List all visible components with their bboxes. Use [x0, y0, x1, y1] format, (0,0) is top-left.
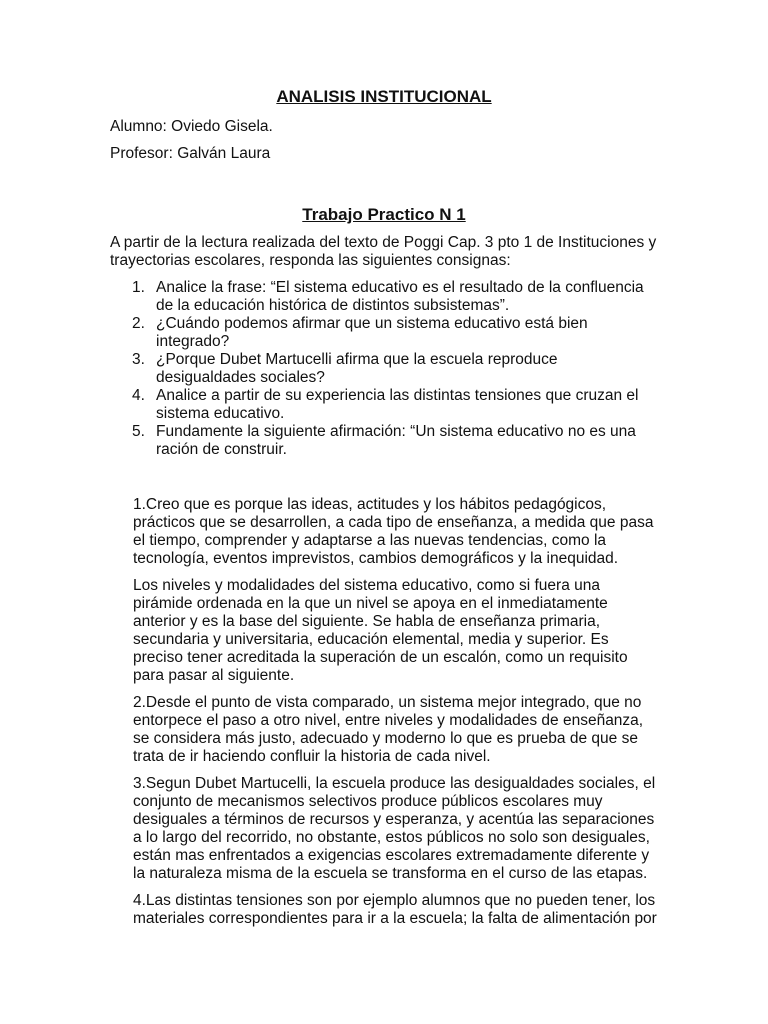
question-number: 3. [132, 351, 145, 368]
answer-line: conjunto de mecanismos selectivos produce públicos escolares muy [133, 793, 603, 810]
question-item [110, 351, 670, 387]
assignment-title: Trabajo Practico N 1 [302, 205, 466, 224]
answer-line: prácticos que se desarrollen, a cada tipo de enseñanza, a medida que pasa [133, 514, 654, 531]
answer-line: preciso tener acreditada la superación de un escalón, como un requisito [133, 649, 628, 666]
teacher-name: Profesor: Galván Laura [110, 145, 271, 162]
question-item [110, 279, 670, 315]
answer-line: la naturaleza misma de la escuela se transforma en el curso de las etapas. [133, 865, 648, 882]
student-name: Alumno: Oviedo Gisela. [110, 118, 273, 135]
answer-line: tecnología, eventos imprevistos, cambios demográficos y la inequidad. [133, 550, 619, 567]
answer-line: el tiempo, comprender y adaptarse a las nuevas tendencias, como la [133, 532, 607, 549]
intro-line: trayectorias escolares, responda las siguientes consignas: [110, 252, 511, 269]
question-number: 1. [132, 279, 145, 296]
answer-paragraph [133, 892, 693, 928]
intro-line: A partir de la lectura realizada del texto de Poggi Cap. 3 pto 1 de Instituciones y [110, 234, 657, 251]
answer-line: entorpece el paso a otro nivel, entre niveles y modalidades de enseñanza, [133, 712, 644, 729]
answer-line: pirámide ordenada en la que un nivel se apoya en el inmediatamente [133, 595, 608, 612]
answer-line: 2.Desde el punto de vista comparado, un sistema mejor integrado, que no [133, 694, 642, 711]
answer-paragraph [133, 694, 693, 766]
answer-line: para pasar al siguiente. [133, 667, 295, 684]
answer-line: 1.Creo que es porque las ideas, actitudes y los hábitos pedagógicos, [133, 496, 607, 513]
answer-line: están mas enfrentados a exigencias escolares extremadamente diferente y [133, 847, 650, 864]
answer-line: 3.Segun Dubet Martucelli, la escuela produce las desigualdades sociales, el [133, 775, 656, 792]
answer-line: anterior y es la base del siguiente. Se habla de enseñanza primaria, [133, 613, 601, 630]
answer-paragraph [133, 775, 693, 883]
answer-line: materiales correspondientes para ir a la escuela; la falta de alimentación por [133, 910, 657, 927]
question-number: 2. [132, 315, 145, 332]
document-title: ANALISIS INSTITUCIONAL [276, 87, 492, 106]
question-line: ración de construir. [156, 441, 287, 458]
question-number: 5. [132, 423, 145, 440]
question-line: Analice la frase: “El sistema educativo es el resultado de la confluencia [156, 279, 644, 296]
answer-line: se considera más justo, adecuado y moderno lo que es prueba de que se [133, 730, 638, 747]
question-item [110, 423, 670, 459]
answer-line: secundaria y universitaria, educación elemental, media y superior. Es [133, 631, 609, 648]
question-line: ¿Cuándo podemos afirmar que un sistema educativo está bien [156, 315, 588, 332]
answer-line: trata de ir haciendo confluir la historia de cada nivel. [133, 748, 491, 765]
question-line: ¿Porque Dubet Martucelli afirma que la escuela reproduce [156, 351, 558, 368]
question-line: Analice a partir de su experiencia las distintas tensiones que cruzan el [156, 387, 639, 404]
answer-line: a lo largo del recorrido, no obstante, estos públicos no solo son desiguales, [133, 829, 650, 846]
question-line: sistema educativo. [156, 405, 285, 422]
answer-paragraph [133, 577, 693, 685]
answer-paragraph [133, 496, 693, 568]
question-line: desigualdades sociales? [156, 369, 325, 386]
answer-line: 4.Las distintas tensiones son por ejemplo alumnos que no pueden tener, los [133, 892, 656, 909]
question-line: Fundamente la siguiente afirmación: “Un sistema educativo no es una [156, 423, 636, 440]
answer-line: desiguales a términos de recursos y esperanza, y acentúa las separaciones [133, 811, 655, 828]
questions-list [110, 279, 670, 459]
question-line: integrado? [156, 333, 230, 350]
question-item [110, 315, 670, 351]
answer-line: Los niveles y modalidades del sistema educativo, como si fuera una [133, 577, 600, 594]
question-line: de la educación histórica de distintos subsistemas”. [156, 297, 510, 314]
answers-section [133, 496, 693, 937]
question-item [110, 387, 670, 423]
question-number: 4. [132, 387, 145, 404]
intro-paragraph [110, 234, 656, 270]
